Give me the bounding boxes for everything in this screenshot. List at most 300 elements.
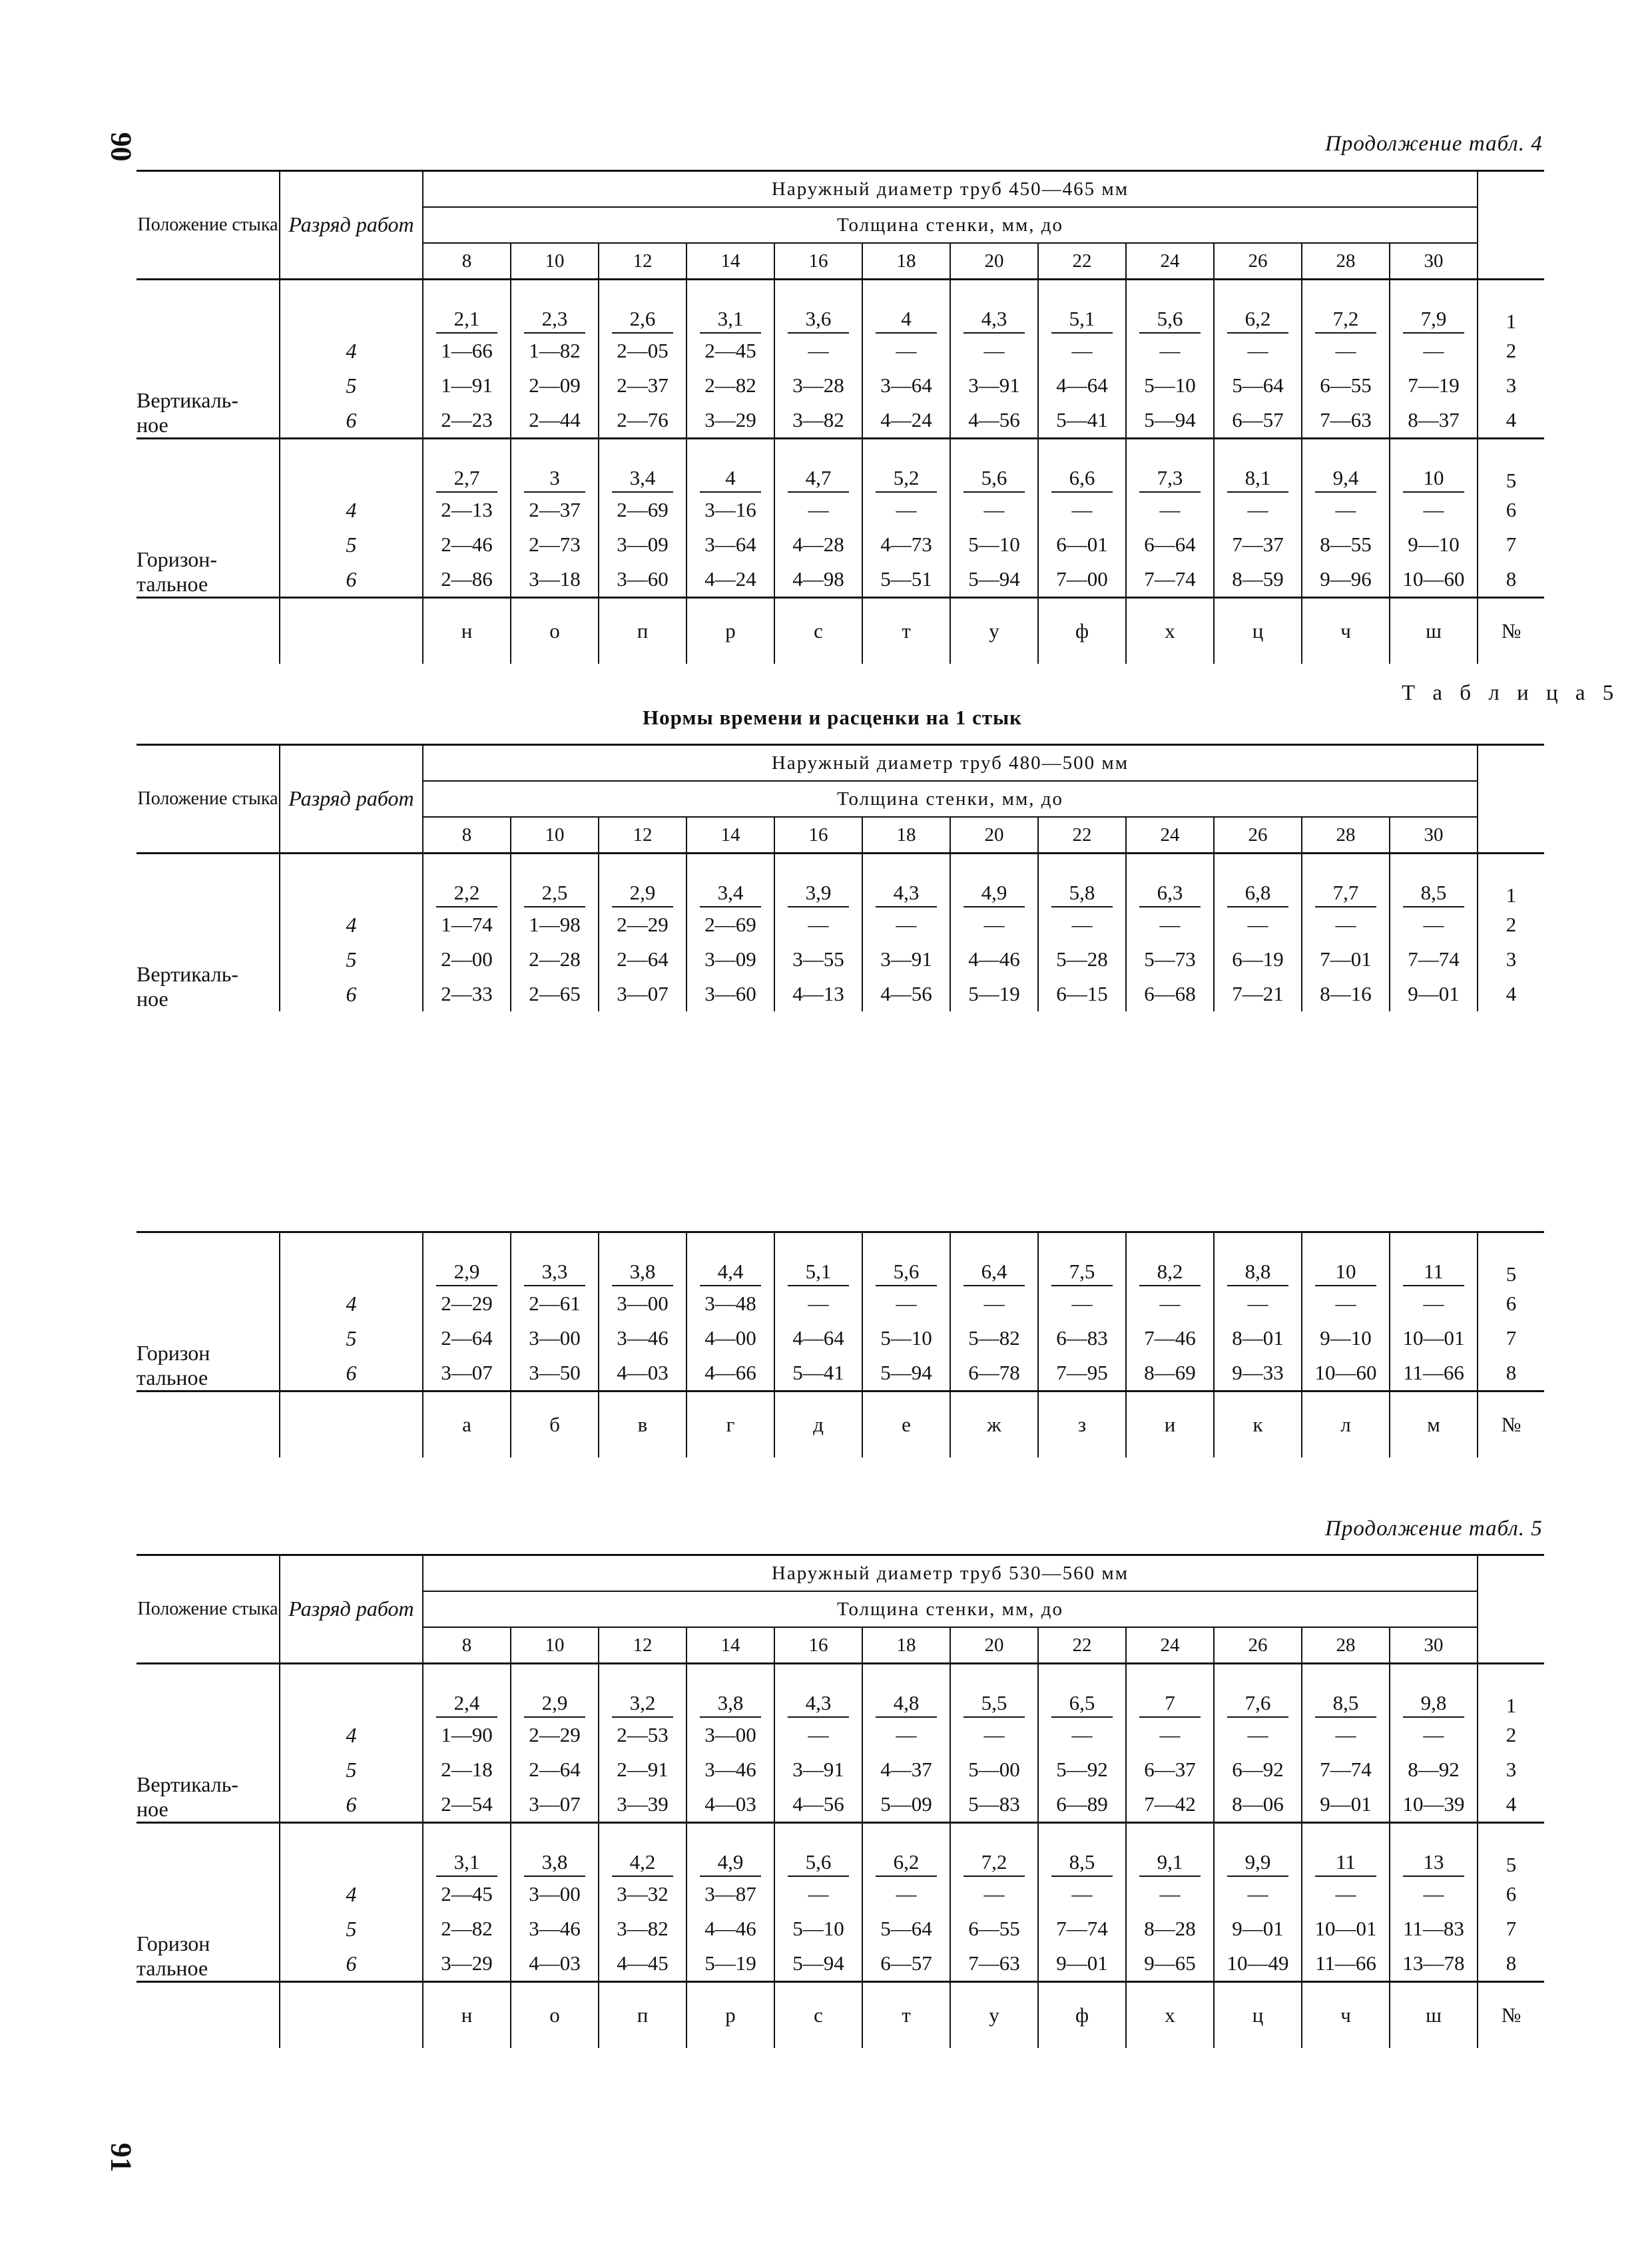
rate-value: 8—37	[1390, 403, 1478, 439]
thickness-10: 10	[511, 1627, 599, 1664]
rate-value: 10—60	[1302, 1356, 1390, 1391]
thickness-12: 12	[599, 243, 687, 280]
column-letter: у	[950, 1982, 1038, 2049]
rate-value: —	[1302, 1718, 1390, 1752]
thickness-10: 10	[511, 243, 599, 280]
continuation-caption-table5: Продолжение табл. 5	[1325, 1517, 1543, 1541]
rate-value: 3—00	[687, 1718, 774, 1752]
thickness-20: 20	[950, 1627, 1038, 1664]
rate-value: 9—10	[1390, 527, 1478, 562]
time-norm-value: 5,6	[788, 1850, 849, 1877]
thickness-22: 22	[1038, 243, 1126, 280]
rate-value: 2—54	[423, 1787, 511, 1823]
rate-value: 4—03	[599, 1356, 687, 1391]
rate-value: 5—73	[1126, 942, 1214, 977]
rate-value: —	[774, 1718, 862, 1752]
rate-value: 5—51	[862, 562, 950, 598]
rate-value: 11—66	[1302, 1946, 1390, 1982]
column-letter: р	[687, 1982, 774, 2049]
time-norm	[1390, 1823, 1478, 1878]
position-label-line: тальное	[137, 1366, 208, 1390]
thickness-14: 14	[687, 243, 774, 280]
rate-value: 4—64	[774, 1321, 862, 1356]
letters-blank	[137, 598, 280, 664]
rate-value: 3—09	[687, 942, 774, 977]
time-norm	[862, 1823, 950, 1878]
rate-value: 5—41	[1038, 403, 1126, 439]
rate-value: 5—64	[862, 1911, 950, 1946]
position-label	[137, 280, 280, 439]
column-letter: н	[423, 1982, 511, 2049]
rate-value: 3—82	[599, 1911, 687, 1946]
row-number: 6	[1506, 1292, 1517, 1315]
column-letter: г	[687, 1391, 774, 1458]
time-norm	[599, 1232, 687, 1287]
rate-value: 3—00	[599, 1286, 687, 1321]
rate-value: 3—39	[599, 1787, 687, 1823]
rate-value: 8—06	[1214, 1787, 1302, 1823]
rate-value: 4—98	[774, 562, 862, 598]
time-norm-value: 5,8	[1051, 881, 1113, 907]
column-letter: ф	[1038, 598, 1126, 664]
thickness-14: 14	[687, 1627, 774, 1664]
rate-value: —	[1302, 493, 1390, 527]
thickness-16: 16	[774, 1627, 862, 1664]
rate-value: —	[1302, 1286, 1390, 1321]
time-norm	[511, 280, 599, 334]
rate-value: 5—00	[950, 1752, 1038, 1787]
rate-value: 10—49	[1214, 1946, 1302, 1982]
rate-value: 3—91	[774, 1752, 862, 1787]
rate-value: 7—74	[1390, 942, 1478, 977]
thickness-26: 26	[1214, 817, 1302, 854]
position-label-line: Горизон	[137, 1931, 210, 1956]
time-norm	[1214, 280, 1302, 334]
row-number: 5	[1478, 439, 1544, 493]
rate-value: 4—64	[1038, 368, 1126, 403]
rate-value: 1—98	[511, 907, 599, 942]
time-norm-value: 3,1	[436, 1850, 497, 1877]
time-norm	[774, 439, 862, 493]
position-label-line: Вертикаль-	[137, 962, 238, 987]
time-norm	[1126, 1664, 1214, 1718]
rank-value: 4	[280, 334, 423, 368]
column-letter: м	[1390, 1391, 1478, 1458]
time-norm-value: 2,3	[524, 307, 585, 334]
table5-title: Нормы времени и расценки на 1 стык	[643, 706, 1023, 729]
column-letter: и	[1126, 1391, 1214, 1458]
rate-value: 10—01	[1390, 1321, 1478, 1356]
rate-value: —	[950, 1877, 1038, 1911]
rate-value: —	[1126, 1877, 1214, 1911]
position-label-line: ное	[137, 987, 168, 1011]
rate-value: 3—18	[511, 562, 599, 598]
thickness-16: 16	[774, 817, 862, 854]
time-norm-value: 10	[1315, 1260, 1376, 1286]
time-norm-value: 5,6	[1139, 307, 1201, 334]
rate-value: 3—64	[862, 368, 950, 403]
rate-value: 2—91	[599, 1752, 687, 1787]
rate-value: 7—74	[1038, 1911, 1126, 1946]
rate-value: 8—92	[1390, 1752, 1478, 1787]
rate-value: 3—46	[599, 1321, 687, 1356]
rate-value: 6—64	[1126, 527, 1214, 562]
rate-value: 4—56	[950, 403, 1038, 439]
time-norm	[1126, 1232, 1214, 1287]
rank-blank	[280, 1664, 423, 1718]
rate-value: 3—46	[511, 1911, 599, 1946]
row-number: 6	[1506, 1882, 1517, 1905]
row-number: 1	[1506, 883, 1517, 907]
thickness-8: 8	[423, 1627, 511, 1664]
rate-value: 2—69	[687, 907, 774, 942]
rank-value: 5	[280, 1321, 423, 1356]
rate-value: 2—23	[423, 403, 511, 439]
rate-value: —	[774, 1877, 862, 1911]
column-letter: о	[511, 1982, 599, 2049]
header-number-blank	[1478, 1555, 1544, 1664]
rate-value: 4—00	[687, 1321, 774, 1356]
time-norm-value: 7,2	[1315, 307, 1376, 334]
time-norm-value: 4,9	[964, 881, 1025, 907]
rate-value: 7—95	[1038, 1356, 1126, 1391]
rank-blank	[280, 439, 423, 493]
rate-value: —	[1214, 1718, 1302, 1752]
rate-value: 3—32	[599, 1877, 687, 1911]
thickness-8: 8	[423, 243, 511, 280]
rate-value: 4—46	[687, 1911, 774, 1946]
rate-value: 4—24	[862, 403, 950, 439]
rate-value: 2—46	[423, 527, 511, 562]
row-number: 6	[1506, 498, 1517, 521]
rate-value: 7—63	[950, 1946, 1038, 1982]
norms-table	[137, 744, 1544, 1457]
time-norm-value: 2,5	[524, 881, 585, 907]
time-norm	[511, 854, 599, 908]
rate-value: 6—55	[950, 1911, 1038, 1946]
time-norm-value: 4	[700, 466, 761, 493]
time-norm-value: 5,1	[1051, 307, 1113, 334]
letters-blank	[280, 1391, 423, 1458]
rate-value: 3—55	[774, 942, 862, 977]
column-letter: ц	[1214, 1982, 1302, 2049]
rate-value: 4—45	[599, 1946, 687, 1982]
rate-value: —	[1126, 334, 1214, 368]
rate-value: 8—01	[1214, 1321, 1302, 1356]
time-norm	[1390, 280, 1478, 334]
rate-value: 1—74	[423, 907, 511, 942]
rate-value: —	[774, 334, 862, 368]
thickness-12: 12	[599, 817, 687, 854]
rate-value: 7—01	[1302, 942, 1390, 977]
thickness-12: 12	[599, 1627, 687, 1664]
letters-blank	[280, 1982, 423, 2049]
time-norm	[1214, 1664, 1302, 1718]
rate-value: 7—37	[1214, 527, 1302, 562]
time-norm-value: 4	[876, 307, 937, 334]
rate-value: 5—64	[1214, 368, 1302, 403]
row-number: 4	[1506, 408, 1517, 431]
column-letter: ш	[1390, 1982, 1478, 2049]
continuation-caption-table4: Продолжение табл. 4	[1325, 132, 1543, 156]
rate-value: —	[1126, 907, 1214, 942]
rate-value: 3—07	[511, 1787, 599, 1823]
thickness-18: 18	[862, 817, 950, 854]
column-letter: п	[599, 1982, 687, 2049]
time-norm-value: 5,6	[876, 1260, 937, 1286]
thickness-20: 20	[950, 243, 1038, 280]
time-norm	[1214, 439, 1302, 493]
time-norm	[1214, 854, 1302, 908]
rate-value: —	[1302, 1877, 1390, 1911]
thickness-26: 26	[1214, 243, 1302, 280]
rate-value: 1—90	[423, 1718, 511, 1752]
rate-value: 6—37	[1126, 1752, 1214, 1787]
rate-value: 3—00	[511, 1321, 599, 1356]
rate-value: 5—19	[687, 1946, 774, 1982]
time-norm	[950, 854, 1038, 908]
rate-value: —	[950, 334, 1038, 368]
row-number: 7	[1506, 533, 1517, 556]
time-norm	[599, 1664, 687, 1718]
header-diameter: Наружный диаметр труб 450—465 мм	[423, 171, 1478, 208]
time-norm-value: 2,7	[436, 466, 497, 493]
header-number-blank	[1478, 745, 1544, 854]
time-norm	[950, 1232, 1038, 1287]
rate-value: 4—13	[774, 977, 862, 1011]
time-norm-value: 4,2	[612, 1850, 673, 1877]
number-sign: №	[1478, 598, 1544, 664]
rate-value: —	[774, 1286, 862, 1321]
rate-value: —	[774, 907, 862, 942]
rate-value: 5—28	[1038, 942, 1126, 977]
time-norm-value: 4,9	[700, 1850, 761, 1877]
rate-value: 5—83	[950, 1787, 1038, 1823]
rate-value: 2—18	[423, 1752, 511, 1787]
time-norm-value: 8,1	[1227, 466, 1288, 493]
time-norm	[774, 854, 862, 908]
rate-value: 9—01	[1038, 1946, 1126, 1982]
time-norm	[774, 1664, 862, 1718]
time-norm	[1214, 1232, 1302, 1287]
thickness-24: 24	[1126, 817, 1214, 854]
time-norm-value: 4,7	[788, 466, 849, 493]
row-number: 3	[1506, 1758, 1517, 1781]
rank-blank	[280, 1232, 423, 1287]
rate-value: 9—01	[1302, 1787, 1390, 1823]
time-norm-value: 8,8	[1227, 1260, 1288, 1286]
time-norm-value: 5,1	[788, 1260, 849, 1286]
time-norm	[1038, 1823, 1126, 1878]
time-norm-value: 6,3	[1139, 881, 1201, 907]
column-letter: в	[599, 1391, 687, 1458]
time-norm	[1390, 439, 1478, 493]
time-norm	[1302, 1664, 1390, 1718]
rate-value: 2—61	[511, 1286, 599, 1321]
time-norm-value: 4,3	[964, 307, 1025, 334]
rank-value: 5	[280, 368, 423, 403]
rate-value: 6—92	[1214, 1752, 1302, 1787]
rate-value: 6—15	[1038, 977, 1126, 1011]
rate-value: 2—28	[511, 942, 599, 977]
rate-value: —	[1390, 334, 1478, 368]
position-label-line: Вертикаль-	[137, 1772, 238, 1797]
rate-value: —	[950, 493, 1038, 527]
rate-value: —	[1214, 907, 1302, 942]
time-norm-value: 5,5	[964, 1691, 1025, 1718]
position-label	[137, 439, 280, 598]
position-label-line: Вертикаль-	[137, 388, 238, 413]
rate-value: 5—94	[1126, 403, 1214, 439]
column-letter: ф	[1038, 1982, 1126, 2049]
rate-value: 6—01	[1038, 527, 1126, 562]
rate-value: 4—46	[950, 942, 1038, 977]
rank-value: 6	[280, 1787, 423, 1823]
rate-value: 5—41	[774, 1356, 862, 1391]
rate-value: 4—28	[774, 527, 862, 562]
rate-value: 2—73	[511, 527, 599, 562]
rate-value: 3—64	[687, 527, 774, 562]
time-norm	[511, 439, 599, 493]
header-rank: Разряд работ	[280, 745, 423, 854]
time-norm	[599, 439, 687, 493]
time-norm-value: 6,8	[1227, 881, 1288, 907]
time-norm	[1038, 439, 1126, 493]
time-norm	[862, 1232, 950, 1287]
time-norm	[862, 1664, 950, 1718]
rank-value: 5	[280, 527, 423, 562]
time-norm	[423, 1664, 511, 1718]
rate-value: 3—00	[511, 1877, 599, 1911]
thickness-20: 20	[950, 817, 1038, 854]
time-norm-value: 4,8	[876, 1691, 937, 1718]
thickness-28: 28	[1302, 1627, 1390, 1664]
rate-value: 7—63	[1302, 403, 1390, 439]
time-norm	[599, 1823, 687, 1878]
rate-value: —	[862, 907, 950, 942]
rate-value: —	[862, 1718, 950, 1752]
rate-value: 11—66	[1390, 1356, 1478, 1391]
time-norm-value: 6,2	[1227, 307, 1288, 334]
rate-value: —	[1214, 493, 1302, 527]
row-number: 5	[1478, 1232, 1544, 1287]
rate-value: —	[950, 1286, 1038, 1321]
thickness-30: 30	[1390, 243, 1478, 280]
time-norm	[1214, 1823, 1302, 1878]
norms-table	[137, 170, 1544, 664]
position-label	[137, 1664, 280, 1823]
time-norm-value: 3	[524, 466, 585, 493]
rate-value: 3—91	[862, 942, 950, 977]
rate-value: 5—10	[774, 1911, 862, 1946]
rate-value: —	[1126, 1286, 1214, 1321]
row-number: 4	[1506, 1792, 1517, 1816]
row-number: 2	[1506, 339, 1517, 362]
rate-value: —	[1390, 493, 1478, 527]
column-letter: с	[774, 598, 862, 664]
rate-value: 6—55	[1302, 368, 1390, 403]
column-letter: ч	[1302, 598, 1390, 664]
time-norm-value: 6,6	[1051, 466, 1113, 493]
rate-value: —	[862, 334, 950, 368]
rate-value: 6—57	[862, 1946, 950, 1982]
time-norm	[687, 1823, 774, 1878]
rate-value: 1—91	[423, 368, 511, 403]
time-norm	[687, 1232, 774, 1287]
time-norm	[1126, 854, 1214, 908]
rate-value: 3—07	[599, 977, 687, 1011]
time-norm	[774, 280, 862, 334]
rate-value: —	[1302, 907, 1390, 942]
rate-value: —	[1390, 1718, 1478, 1752]
rate-value: 2—64	[599, 942, 687, 977]
rate-value: 2—29	[423, 1286, 511, 1321]
header-thickness: Толщина стенки, мм, до	[423, 207, 1478, 243]
time-norm	[862, 854, 950, 908]
rank-value: 4	[280, 493, 423, 527]
rate-value: —	[1038, 334, 1126, 368]
time-norm-value: 2,4	[436, 1691, 497, 1718]
rate-value: 2—00	[423, 942, 511, 977]
time-norm-value: 9,4	[1315, 466, 1376, 493]
time-norm-value: 8,5	[1403, 881, 1464, 907]
time-norm-value: 7,3	[1139, 466, 1201, 493]
header-position: Положение стыка	[137, 171, 280, 280]
time-norm-value: 4,4	[700, 1260, 761, 1286]
position-label	[137, 854, 280, 1012]
rate-value: 3—60	[687, 977, 774, 1011]
time-norm-value: 2,9	[436, 1260, 497, 1286]
rate-value: 6—78	[950, 1356, 1038, 1391]
thickness-18: 18	[862, 243, 950, 280]
row-number: 2	[1506, 1723, 1517, 1746]
rate-value: 2—33	[423, 977, 511, 1011]
time-norm	[862, 280, 950, 334]
letters-blank	[280, 598, 423, 664]
rate-value: 3—50	[511, 1356, 599, 1391]
time-norm-value: 5,2	[876, 466, 937, 493]
rate-value: 2—64	[423, 1321, 511, 1356]
rate-value: 3—29	[687, 403, 774, 439]
time-norm-value: 9,1	[1139, 1850, 1201, 1877]
rate-value: 6—89	[1038, 1787, 1126, 1823]
rate-value: 3—87	[687, 1877, 774, 1911]
time-norm-value: 3,9	[788, 881, 849, 907]
rate-value: 1—66	[423, 334, 511, 368]
position-label-line: тальное	[137, 572, 208, 597]
rank-value: 4	[280, 907, 423, 942]
rank-value: 6	[280, 1356, 423, 1391]
rate-value: 2—29	[511, 1718, 599, 1752]
rate-value: 6—57	[1214, 403, 1302, 439]
column-letter: р	[687, 598, 774, 664]
rate-value: 2—82	[423, 1911, 511, 1946]
position-label-line: ное	[137, 1797, 168, 1822]
time-norm	[687, 854, 774, 908]
position-label-line: Горизон	[137, 1341, 210, 1366]
rate-value: 2—37	[599, 368, 687, 403]
thickness-14: 14	[687, 817, 774, 854]
thickness-10: 10	[511, 817, 599, 854]
rate-value: 2—76	[599, 403, 687, 439]
page-gap	[423, 1011, 1544, 1232]
rate-value: 4—56	[774, 1787, 862, 1823]
time-norm-value: 2,9	[612, 881, 673, 907]
rate-value: —	[1126, 493, 1214, 527]
time-norm-value: 3,1	[700, 307, 761, 334]
column-letter: л	[1302, 1391, 1390, 1458]
rate-value: 7—46	[1126, 1321, 1214, 1356]
